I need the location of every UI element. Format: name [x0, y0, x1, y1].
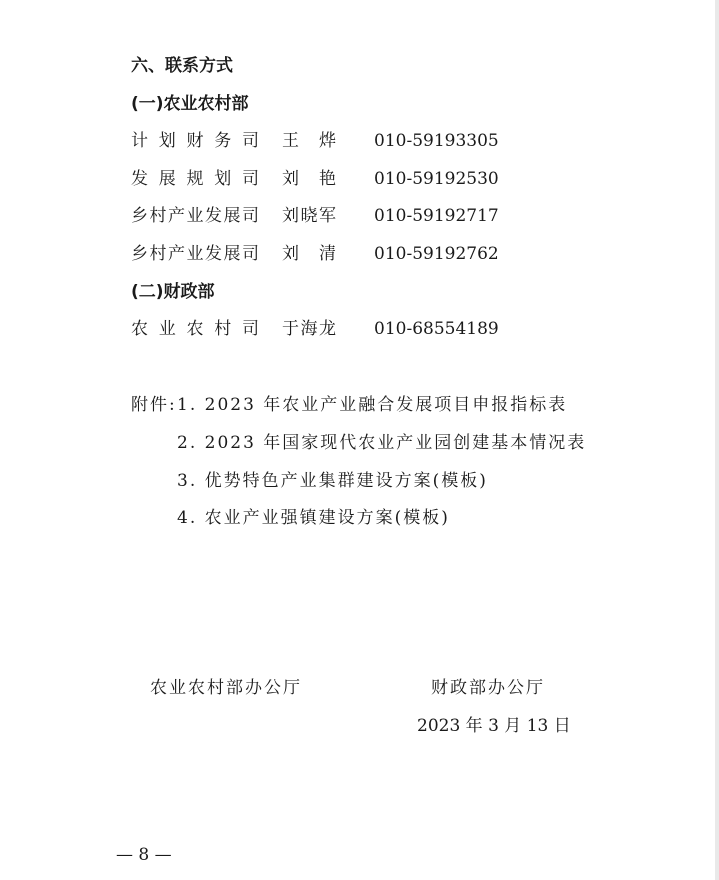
attachments-lead: 附件: — [131, 395, 177, 415]
contact-dept: 乡村产业发展司 — [131, 206, 259, 226]
contact-name: 刘清 — [282, 244, 336, 264]
section-heading: 六、联系方式 — [131, 56, 233, 76]
signature-org-mof: 财政部办公厅 — [431, 678, 545, 698]
contact-phone: 010-68554189 — [374, 319, 499, 339]
contact-name: 于海龙 — [282, 319, 336, 339]
attachment-item: 1. 2023 年农业产业融合发展项目申报指标表 — [177, 395, 568, 415]
page-edge — [715, 0, 719, 880]
subsection-moa: (一)农业农村部 — [131, 94, 249, 114]
contact-dept: 发展规划司 — [131, 169, 259, 189]
contact-phone: 010-59193305 — [374, 131, 499, 151]
contact-phone: 010-59192530 — [374, 169, 499, 189]
contact-phone: 010-59192717 — [374, 206, 499, 226]
contact-phone: 010-59192762 — [374, 244, 499, 264]
page-number: — 8 — — [116, 845, 172, 865]
contact-dept: 农业农村司 — [131, 319, 259, 339]
contact-dept: 计划财务司 — [131, 131, 259, 151]
contact-name: 刘艳 — [282, 169, 336, 189]
contact-dept: 乡村产业发展司 — [131, 244, 259, 264]
contact-name: 王烨 — [282, 131, 336, 151]
attachment-item: 2. 2023 年国家现代农业产业园创建基本情况表 — [177, 433, 587, 453]
subsection-mof: (二)财政部 — [131, 282, 215, 302]
attachment-item: 4. 农业产业强镇建设方案(模板) — [177, 508, 450, 528]
signature-date: 2023 年 3 月 13 日 — [417, 716, 571, 736]
signature-org-moa: 农业农村部办公厅 — [150, 678, 302, 698]
contact-name: 刘晓军 — [282, 206, 336, 226]
attachment-item: 3. 优势特色产业集群建设方案(模板) — [177, 471, 488, 491]
